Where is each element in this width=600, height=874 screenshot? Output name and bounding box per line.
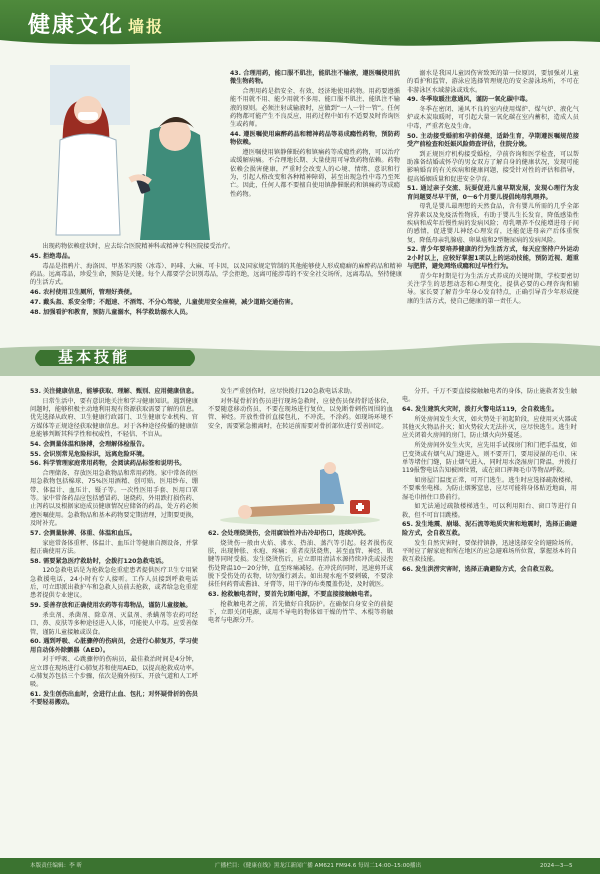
paragraph: 到正规医疗机构接受婚检，孕前咨询和医学检查，可以帮助准备结婚或怀孕的男女双方了解自身的健康状况，发现可能影响婚育的有关疾病和健康问题，接受针对性的评估和指导，提高婚姻质量和促进安全孕育。 [407, 150, 579, 183]
section-title: 基本技能 [58, 348, 131, 366]
column-3 [30, 388, 198, 709]
page-title: 健康文化 墙报 [28, 12, 165, 38]
footer-date: 2024—3—5 [540, 863, 573, 869]
item-61: 61. 发生创伤出血时，会进行止血、包扎；对怀疑骨折的伤员不要轻易搬动。 [30, 691, 198, 707]
item-51: 51. 通过亲子交流、玩耍促进儿童早期发展，发现心理行为发育问题要尽早干预，0～6个月婴儿提倡纯母乳喂养。 [407, 185, 579, 201]
paragraph: 烧烫伤一般由火焰、沸水、热油、蒸汽等引起。轻者损伤皮肤，出现肿胀、水疱、疼痛；重者皮肤烧焦，甚至血管、神经、肌腱等同时受损。发生烧烫伤后，应立即用清洁水源持续冲洗或浸泡伤处降温10～20分钟，直至疼痛减轻。在冲洗的同时，迅速剪开或脱下受伤处的衣物，切勿强行剥去。如出现水疱不要刺破，不要涂抹任何药膏或酱油、牙膏等，用干净的布类覆盖伤处，及时就医。 [208, 539, 393, 589]
page-subtitle: 墙报 [128, 17, 165, 36]
column-4-lower [208, 530, 393, 627]
item-43-body: 合理用药是指安全、有效、经济地使用药物。用药要遵循能不用就不用、能少用就不多用、能口服不肌注、能肌注不输液的原则。必须注射或输液时，应做到“一人一针一管”。任何药物都可能产生不良反应，用药过程中如有不适要及时咨询医生或药师。 [230, 88, 400, 129]
paragraph: 所处房间外发生火灾，应先用手试探房门和门把手温度，如已变烫或有烟气从门缝进入，则不要开门，要用浸湿的毛巾、床单等堵住门缝，防止烟气进入，同时用水浇湿房门降温，并拨打119报警电话告知被困位置，或在窗口挥舞毛巾等物品呼救。 [402, 442, 577, 475]
item-52: 52. 青少年要培养健康的行为生活方式，每天应坚持户外运动2小时以上，应较好掌握1项以上的运动技能，预防近视、超重与肥胖，避免网络成瘾和过早性行为。 [407, 246, 579, 271]
column-5 [402, 388, 577, 576]
item-57: 57. 会测量脉搏、体重、体温和血压。 [30, 529, 136, 537]
wide-text-block [30, 243, 402, 318]
item-43: 43. 合理用药，能口服不肌注，能肌注不输液，遵医嘱使用抗微生物药物。 [230, 70, 400, 86]
footer-editor: 本版责任编辑：李 昕 [30, 863, 83, 869]
item-65: 65. 发生地震、崩塌、泥石流等地质灾害和地震时，选择正确避险方式，会自救互救。 [402, 521, 577, 537]
paragraph: 抢救触电者之前，首先做好自我防护。在确保自身安全的前提下，立即关闭电源，或用不导电的物体如干燥的竹竿、木棍等将触电者与电源分开。 [208, 600, 393, 625]
paragraph: 对怀疑骨折的伤员进行现场急救时，应使伤员保持舒适体位，不要随意移动伤员，不要在现场进行复位，以免断骨刺伤周围的血管、神经。开放性骨折直接包扎，不冲洗，不涂药。如现场环境不安全，需要紧急搬离时，在转运前需要对骨折部位进行妥善固定。 [208, 397, 393, 430]
column-1 [230, 70, 400, 200]
paragraph: 如无法通过疏散楼梯逃生，可以利用阳台、窗口等进行自救，但不可盲目跳楼。 [402, 503, 577, 519]
item-45: 45. 拒绝毒品。 [30, 252, 75, 260]
paragraph: 出现药物依赖症状时，应去综合医院精神科或精神专科医院接受治疗。 [42, 243, 235, 250]
column-4 [208, 388, 393, 432]
item-49: 49. 冬季取暖注意通风，谨防一氧化碳中毒。 [407, 96, 532, 104]
first-aid-illustration [210, 460, 390, 528]
item-66: 66. 发生洪涝灾害时，选择正确避险方式，会自救互救。 [402, 565, 558, 573]
item-55: 55. 会识别常见危险标识，远离危险环境。 [30, 450, 149, 458]
item-63: 63. 抢救触电者时，要首先切断电源，不要直接接触触电者。 [208, 591, 376, 599]
paragraph: 青少年时期是行为生活方式养成的关键时期，学校要密切关注学生的思想动态和心理变化，提供必要的心理咨询和辅导。家长要了解青少年身心发育特点，正确引导青少年形成健康的生活方式，使自己健康的第一责任人。 [407, 272, 579, 305]
item-62: 62. 会处理烧烫伤，会用腐蚀性冲击冷却伤口，连续冲洗。 [208, 530, 370, 537]
item-47: 47. 戴头盔、系安全带；不超速、不酒驾、不分心驾驶，儿童使用安全座椅，减少道路交通伤害。 [30, 298, 297, 306]
item-46: 46. 农村使用卫生厕所，管理好粪便。 [30, 288, 136, 296]
paragraph: 日常生活中，要有意识地关注和学习健康知识。遇到健康问题时，能够积极主动地利用现有资源获取需要了解的信息。优先选择从政府、卫生健康行政部门、卫生健康专业机构、官方媒体等正规途径获取健康信息。对于各种途径传播的健康信息能够判断其科学性和权威性，不轻信、不盲从。 [30, 397, 198, 438]
paragraph: 所处房间发生火灾，如火势处于初起阶段，应使用灭火器或其他灭火物品扑灭；如火势较大无法扑灭，应尽快逃生。逃生时应关闭着火房间的房门，防止烟火向外蔓延。 [402, 415, 577, 440]
paragraph: 冬季在密闭、通风不良的室内使用煤炉、煤气炉、液化气炉或木炭取暖时，可引起大量一氧化碳在室内蓄积，造成人员中毒，严重者危及生命。 [407, 106, 579, 130]
item-64: 64. 发生建筑火灾时，拨打火警电话119，会自救逃生。 [402, 406, 558, 414]
header-banner [0, 0, 600, 48]
footer-bar [0, 858, 600, 874]
item-56: 56. 科学管理家庭常用药物，会阅读药品标签和说明书。 [30, 460, 186, 468]
item-60: 60. 遇到呼吸、心脏骤停的伤病员，会进行心肺复苏，学习使用自动体外除颤器（AED）。 [30, 638, 198, 654]
paragraph: 120急救电话是为抢救急危重症患者提供医疗卫生专用紧急救援电话，24小时有专人接听。工作人员接到呼救电话后，可立即派出救护车和急救人员前去抢救，或者给急危重症患者提供专业建议。 [30, 567, 198, 600]
item-59: 59. 妥善存放和正确使用农药等有毒物品，谨防儿童接触。 [30, 602, 192, 610]
paragraph: 杀虫剂、杀菌剂、除草剂、灭鼠剂、杀螨剂等农药可经口、鼻、皮肤等多种途径进入人体，可能使人中毒。应妥善保管，谨防儿童接触或误食。 [30, 611, 198, 636]
item-50: 50. 主动接受婚前和孕前保健，适龄生育，孕期遵医嘱规范接受产前检查和妊娠风险筛查评估，住院分娩。 [407, 132, 579, 148]
footer-broadcast: 广播栏目：《健康在线》黑龙江新闻广播 AM621 FM94.6 每周二14:00–15:00播出 [215, 863, 422, 869]
doctor-patient-illustration [30, 60, 235, 240]
paragraph: 家庭常备体重秤、体温计、血压计等健康自测设备，并掌握正确使用方法。 [30, 539, 198, 555]
paragraph: 分开。千万不要直接接触触电者的身体，防止施救者发生触电。 [402, 388, 577, 404]
paragraph: 合理储备、存放医用急救物品和常用药物。家中常备的医用急救物包括棉球、75%医用酒精、创可贴、医用纱布、绷带、体温计、血压计、镊子等。一次性医用手套、医用口罩等。家中常备药品应包括感冒药、退烧药、外用跌打损伤药、止泻药以及根据家庭成员健康情况应储备的药品，处方药必须遵医嘱使用。急救物品和基本药物要定期清理，过期要更换，及时补充。 [30, 470, 198, 527]
item-53: 53. 关注健康信息，能够获取、理解、甄别、应用健康信息。 [30, 388, 198, 395]
paragraph: 溺水是我国儿童因伤害致死的第一位原因，要加强对儿童的看护和监管，游泳应选择管理规范的安全游泳场所，不可在非游泳区水域游泳或戏水。 [407, 70, 579, 94]
item-48: 48. 加强看护和教育，预防儿童溺水，科学救助溺水人员。 [30, 308, 192, 316]
item-58: 58. 需要紧急医疗救助时，会拨打120急救电话。 [30, 557, 168, 565]
paragraph: 发生严重创伤时，应尽快拨打120急救电话求助。 [220, 388, 356, 395]
column-2 [407, 70, 579, 308]
item-44-body: 遵医嘱使用镇静催眠药和镇痛药等成瘾性药物，可以治疗或缓解病痛。不合理地长期、大量使用可导致药物依赖。药物依赖会损害健康，严重时会改变人的心境、情绪、意识和行为，引起人格改变和各种精神障碍，甚至出现急性中毒乃至死亡。因此，任何人都不要擅自使用镇静催眠药和镇痛药等成瘾性药物。 [230, 149, 400, 198]
paragraph: 毒品是指鸦片、海洛因、甲基苯丙胺（冰毒）、吗啡、大麻、可卡因，以及国家规定管制的其他能够使人形成瘾癖的麻醉药品和精神药品。远离毒品，珍爱生命，预防是关键。每个人都要学会识别毒品，学会拒绝，远离可能涉毒的不安全社交场所，远离毒品，坚持健康的生活方式。 [30, 262, 402, 287]
paragraph: 如房屋门温度正常，可开门逃生。逃生时应选择疏散楼梯，不要乘坐电梯。为防止烟雾窒息，应尽可能将身体贴近地面，用湿毛巾捂住口鼻前行。 [402, 476, 577, 501]
item-54: 54. 会测量体温和脉搏，会理解体检报告。 [30, 440, 149, 448]
paragraph: 母乳是婴儿最理想的天然食品，含有婴儿所需的几乎全部营养素以及免疫活性物质，有助于婴儿生长发育，降低感染性疾病和成年后慢性病的发病风险；母乳喂养不仅能增进母子间的感情，促进婴儿神经心理发育，还能促进母亲产后体重恢复，降低母亲乳腺癌、卵巢癌和2型糖尿病的发病风险。 [407, 203, 579, 244]
paragraph: 对于呼吸、心跳骤停的伤病员，最佳救治时间是4分钟，应立即在现场进行心肺复苏和使用AED，以提高抢救成功率。心肺复苏包括三个步骤，依次是胸外按压、开放气道和人工呼吸。 [30, 656, 198, 689]
item-44: 44. 遵医嘱使用麻醉药品和精神药品等易成瘾性药物，预防药物依赖。 [230, 131, 400, 147]
paragraph: 发生自然灾害时，要保持镇静，迅速选择安全的避险场所。平时应了解家庭和所在地区的应急避难场所位置，掌握基本的自救互救技能。 [402, 539, 577, 564]
